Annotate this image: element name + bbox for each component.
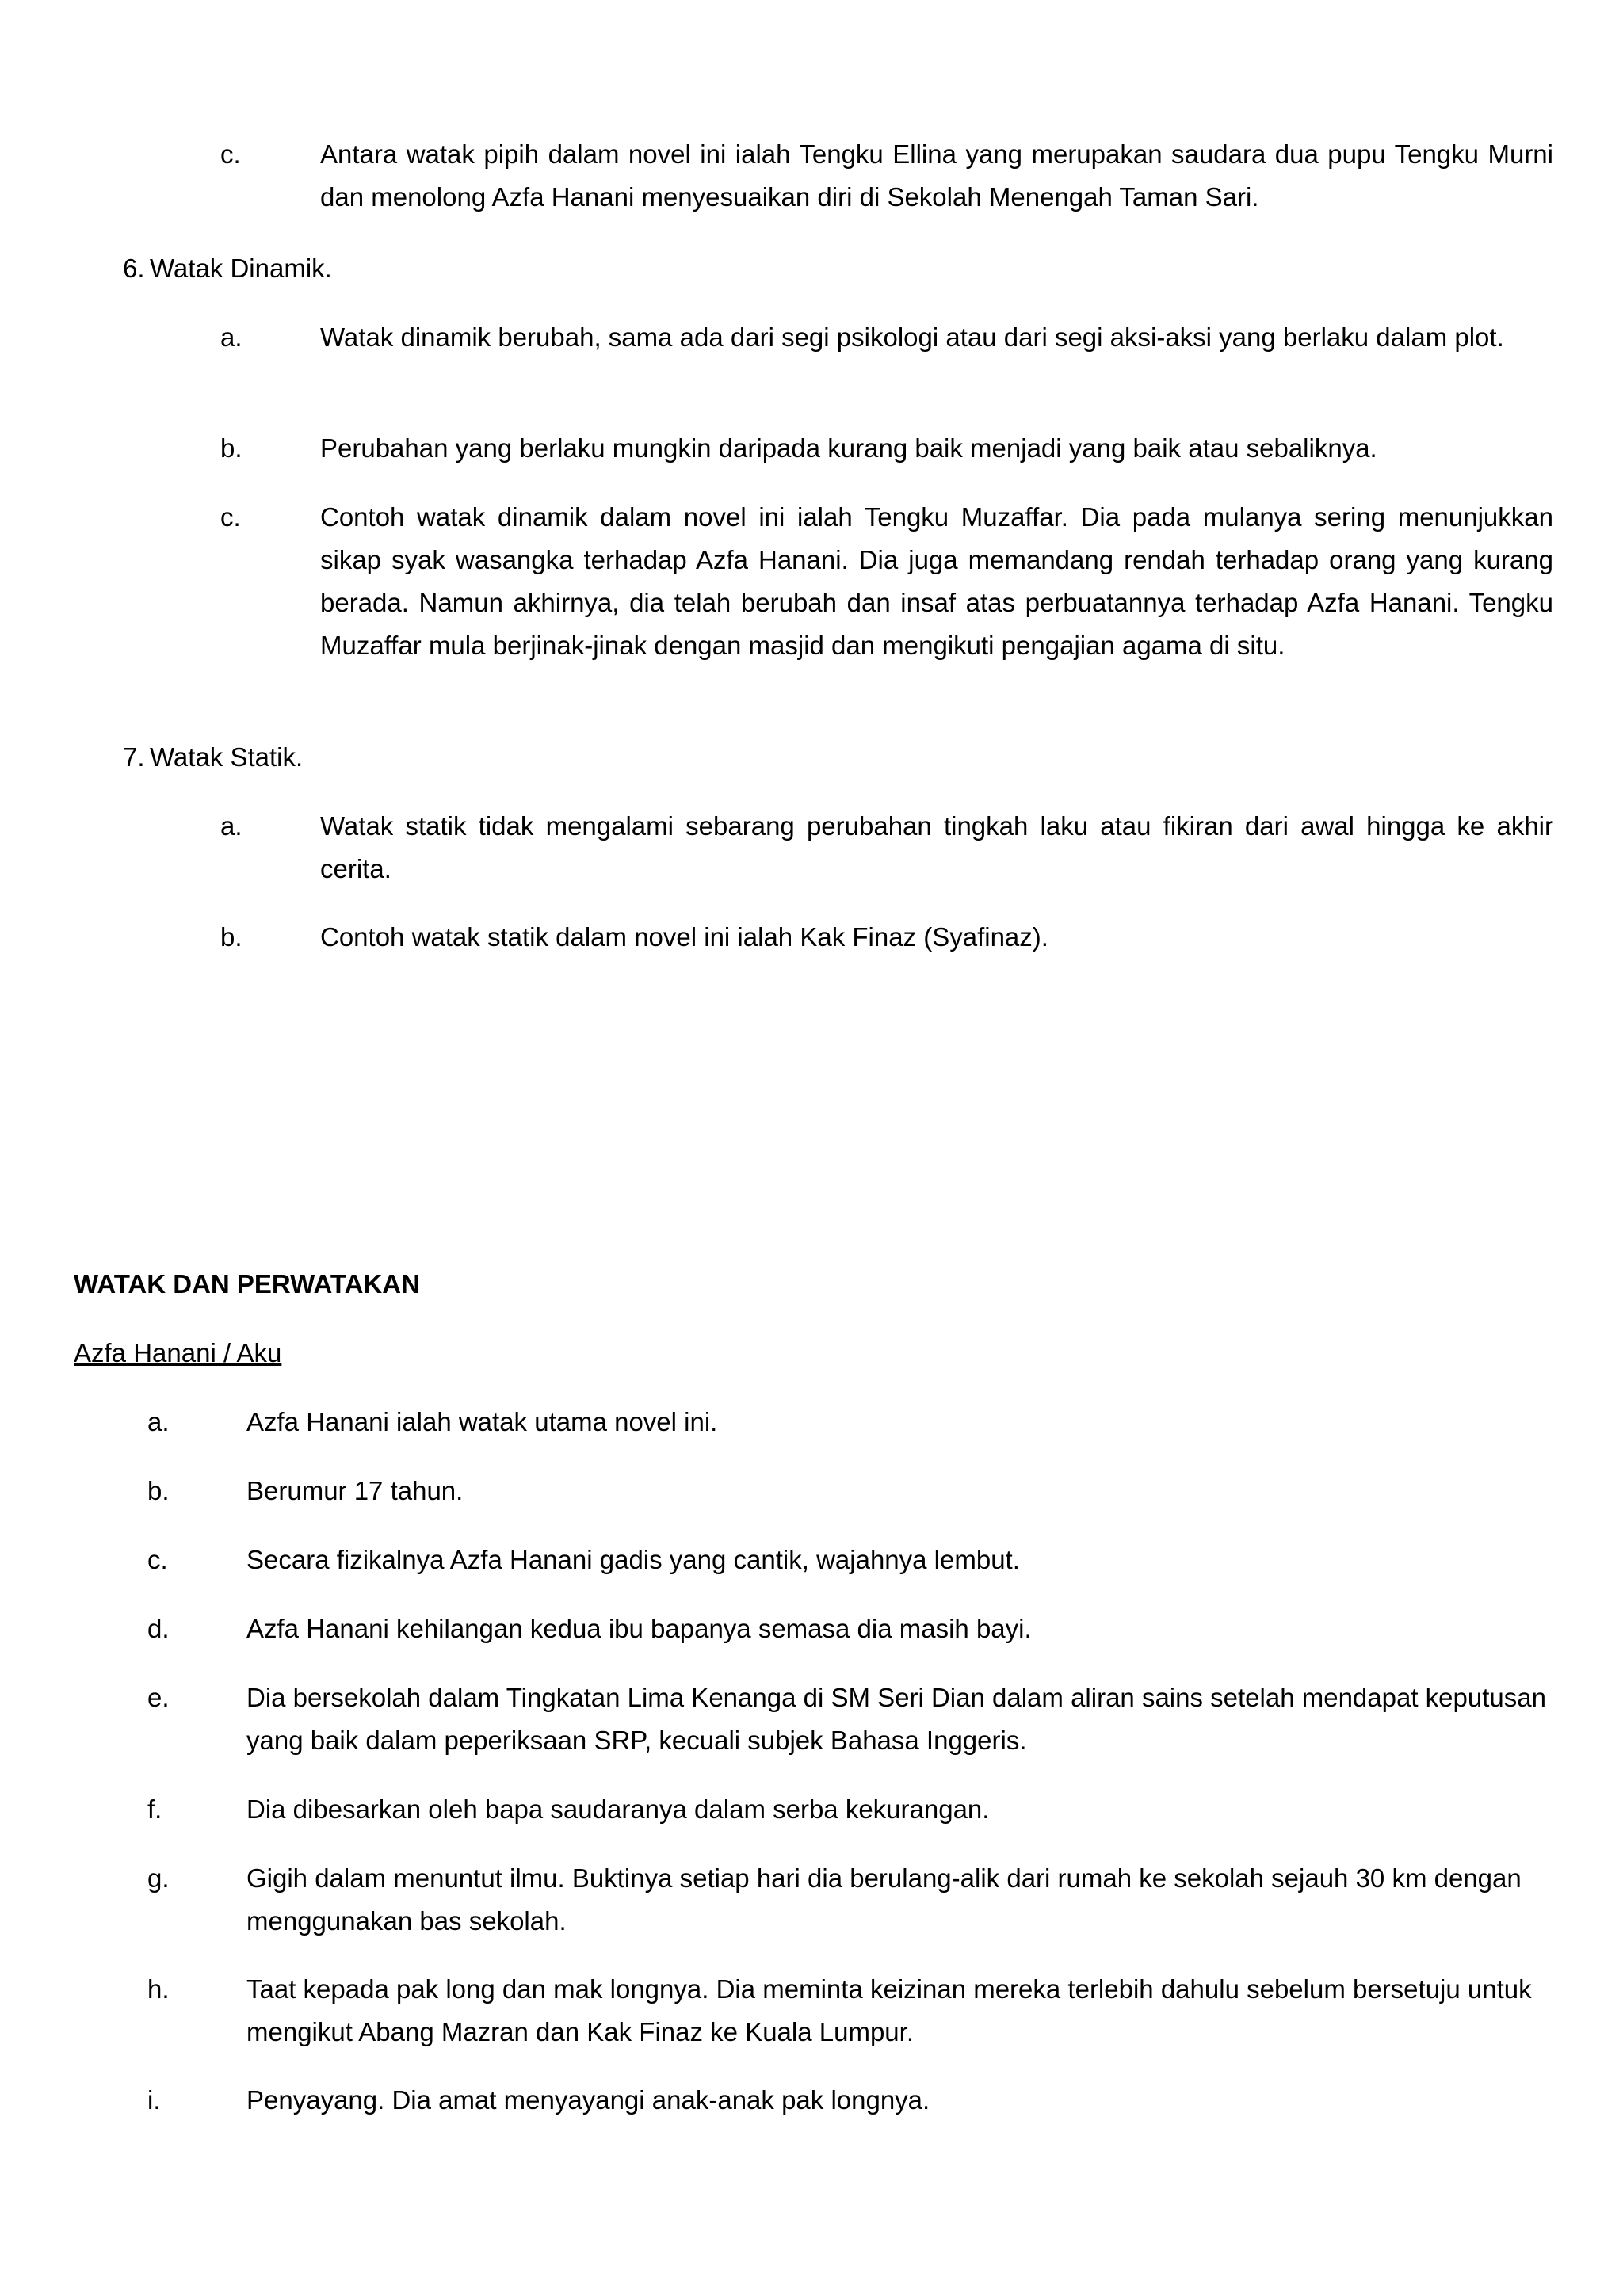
- list-marker: f.: [147, 1794, 162, 1824]
- list-item: [147, 2079, 1553, 2122]
- section-heading: WATAK DAN PERWATAKAN: [74, 1269, 420, 1299]
- list-marker: d.: [147, 1614, 170, 1643]
- list-marker: a.: [220, 322, 242, 352]
- heading-number: 6.: [123, 254, 145, 283]
- list-marker: b.: [220, 922, 242, 952]
- list-item: [220, 805, 1553, 891]
- list-marker: i.: [147, 2085, 161, 2115]
- list-marker: h.: [147, 1974, 170, 2004]
- list-marker: c.: [147, 1545, 168, 1574]
- list-item-text: Azfa Hanani kehilangan kedua ibu bapanya semasa dia masih bayi.: [246, 1614, 1032, 1643]
- list-item: [147, 1968, 1553, 2054]
- list-marker: c.: [220, 139, 241, 169]
- list-item-text: Contoh watak dinamik dalam novel ini ialah Tengku Muzaffar. Dia pada mulanya sering menunjukkan sikap syak wasangka terhadap Azfa Hanani. Dia juga memandang rendah terhadap orang yang kurang berada. Namun akhirnya, dia telah berubah dan insaf atas perbuatannya terhadap Azfa Hanani. Tengku Muzaffar mula berjinak-jinak dengan masjid dan mengikuti pengajian agama di situ.: [320, 502, 1553, 660]
- list-marker: a.: [147, 1407, 170, 1436]
- list-item-text: Dia bersekolah dalam Tingkatan Lima Kenanga di SM Seri Dian dalam aliran sains setelah mendapat keputusan yang baik dalam peperiksaan SRP, kecuali subjek Bahasa Inggeris.: [246, 1683, 1546, 1755]
- list-marker: b.: [147, 1476, 170, 1505]
- list-marker: c.: [220, 502, 241, 532]
- list-item: [147, 1788, 1553, 1831]
- list-item-text: Taat kepada pak long dan mak longnya. Dia meminta keizinan mereka terlebih dahulu sebelum bersetuju untuk mengikut Abang Mazran dan Kak Finaz ke Kuala Lumpur.: [246, 1974, 1532, 2046]
- list-item: [147, 1470, 1553, 1512]
- list-item-text: Antara watak pipih dalam novel ini ialah Tengku Ellina yang merupakan saudara dua pupu Tengku Murni dan menolong Azfa Hanani menyesuaikan diri di Sekolah Menengah Taman Sari.: [320, 139, 1553, 212]
- list-item-text: Secara fizikalnya Azfa Hanani gadis yang cantik, wajahnya lembut.: [246, 1545, 1020, 1574]
- list-item: [220, 316, 1553, 359]
- numbered-heading: [123, 247, 332, 290]
- heading-number: 7.: [123, 742, 145, 772]
- list-item: [220, 133, 1553, 219]
- list-item-text: Penyayang. Dia amat menyayangi anak-anak pak longnya.: [246, 2085, 930, 2115]
- list-marker: a.: [220, 811, 242, 841]
- list-item: [147, 1539, 1553, 1581]
- list-marker: g.: [147, 1863, 170, 1893]
- list-item-text: Berumur 17 tahun.: [246, 1476, 464, 1505]
- character-heading: Azfa Hanani / Aku: [74, 1338, 282, 1367]
- list-item-text: Perubahan yang berlaku mungkin daripada kurang baik menjadi yang baik atau sebaliknya.: [320, 433, 1377, 463]
- numbered-heading: [123, 736, 303, 779]
- list-item-text: Contoh watak statik dalam novel ini ialah Kak Finaz (Syafinaz).: [320, 922, 1048, 952]
- list-item-text: Gigih dalam menuntut ilmu. Buktinya setiap hari dia berulang-alik dari rumah ke sekolah sejauh 30 km dengan menggunakan bas sekolah.: [246, 1863, 1522, 1936]
- list-item: [147, 1857, 1553, 1943]
- list-item: [147, 1401, 1553, 1444]
- list-item: [147, 1608, 1553, 1650]
- list-item: [220, 496, 1553, 667]
- heading-title: Watak Dinamik.: [150, 254, 332, 283]
- list-item-text: Dia dibesarkan oleh bapa saudaranya dalam serba kekurangan.: [246, 1794, 990, 1824]
- list-marker: e.: [147, 1683, 170, 1712]
- list-item: [220, 427, 1553, 470]
- list-item-text: Azfa Hanani ialah watak utama novel ini.: [246, 1407, 718, 1436]
- list-item-text: Watak dinamik berubah, sama ada dari segi psikologi atau dari segi aksi-aksi yang berlaku dalam plot.: [320, 322, 1504, 352]
- list-item-text: Watak statik tidak mengalami sebarang perubahan tingkah laku atau fikiran dari awal hingga ke akhir cerita.: [320, 811, 1553, 883]
- list-item: [147, 1676, 1553, 1762]
- list-marker: b.: [220, 433, 242, 463]
- list-item: [220, 916, 1553, 959]
- heading-title: Watak Statik.: [150, 742, 304, 772]
